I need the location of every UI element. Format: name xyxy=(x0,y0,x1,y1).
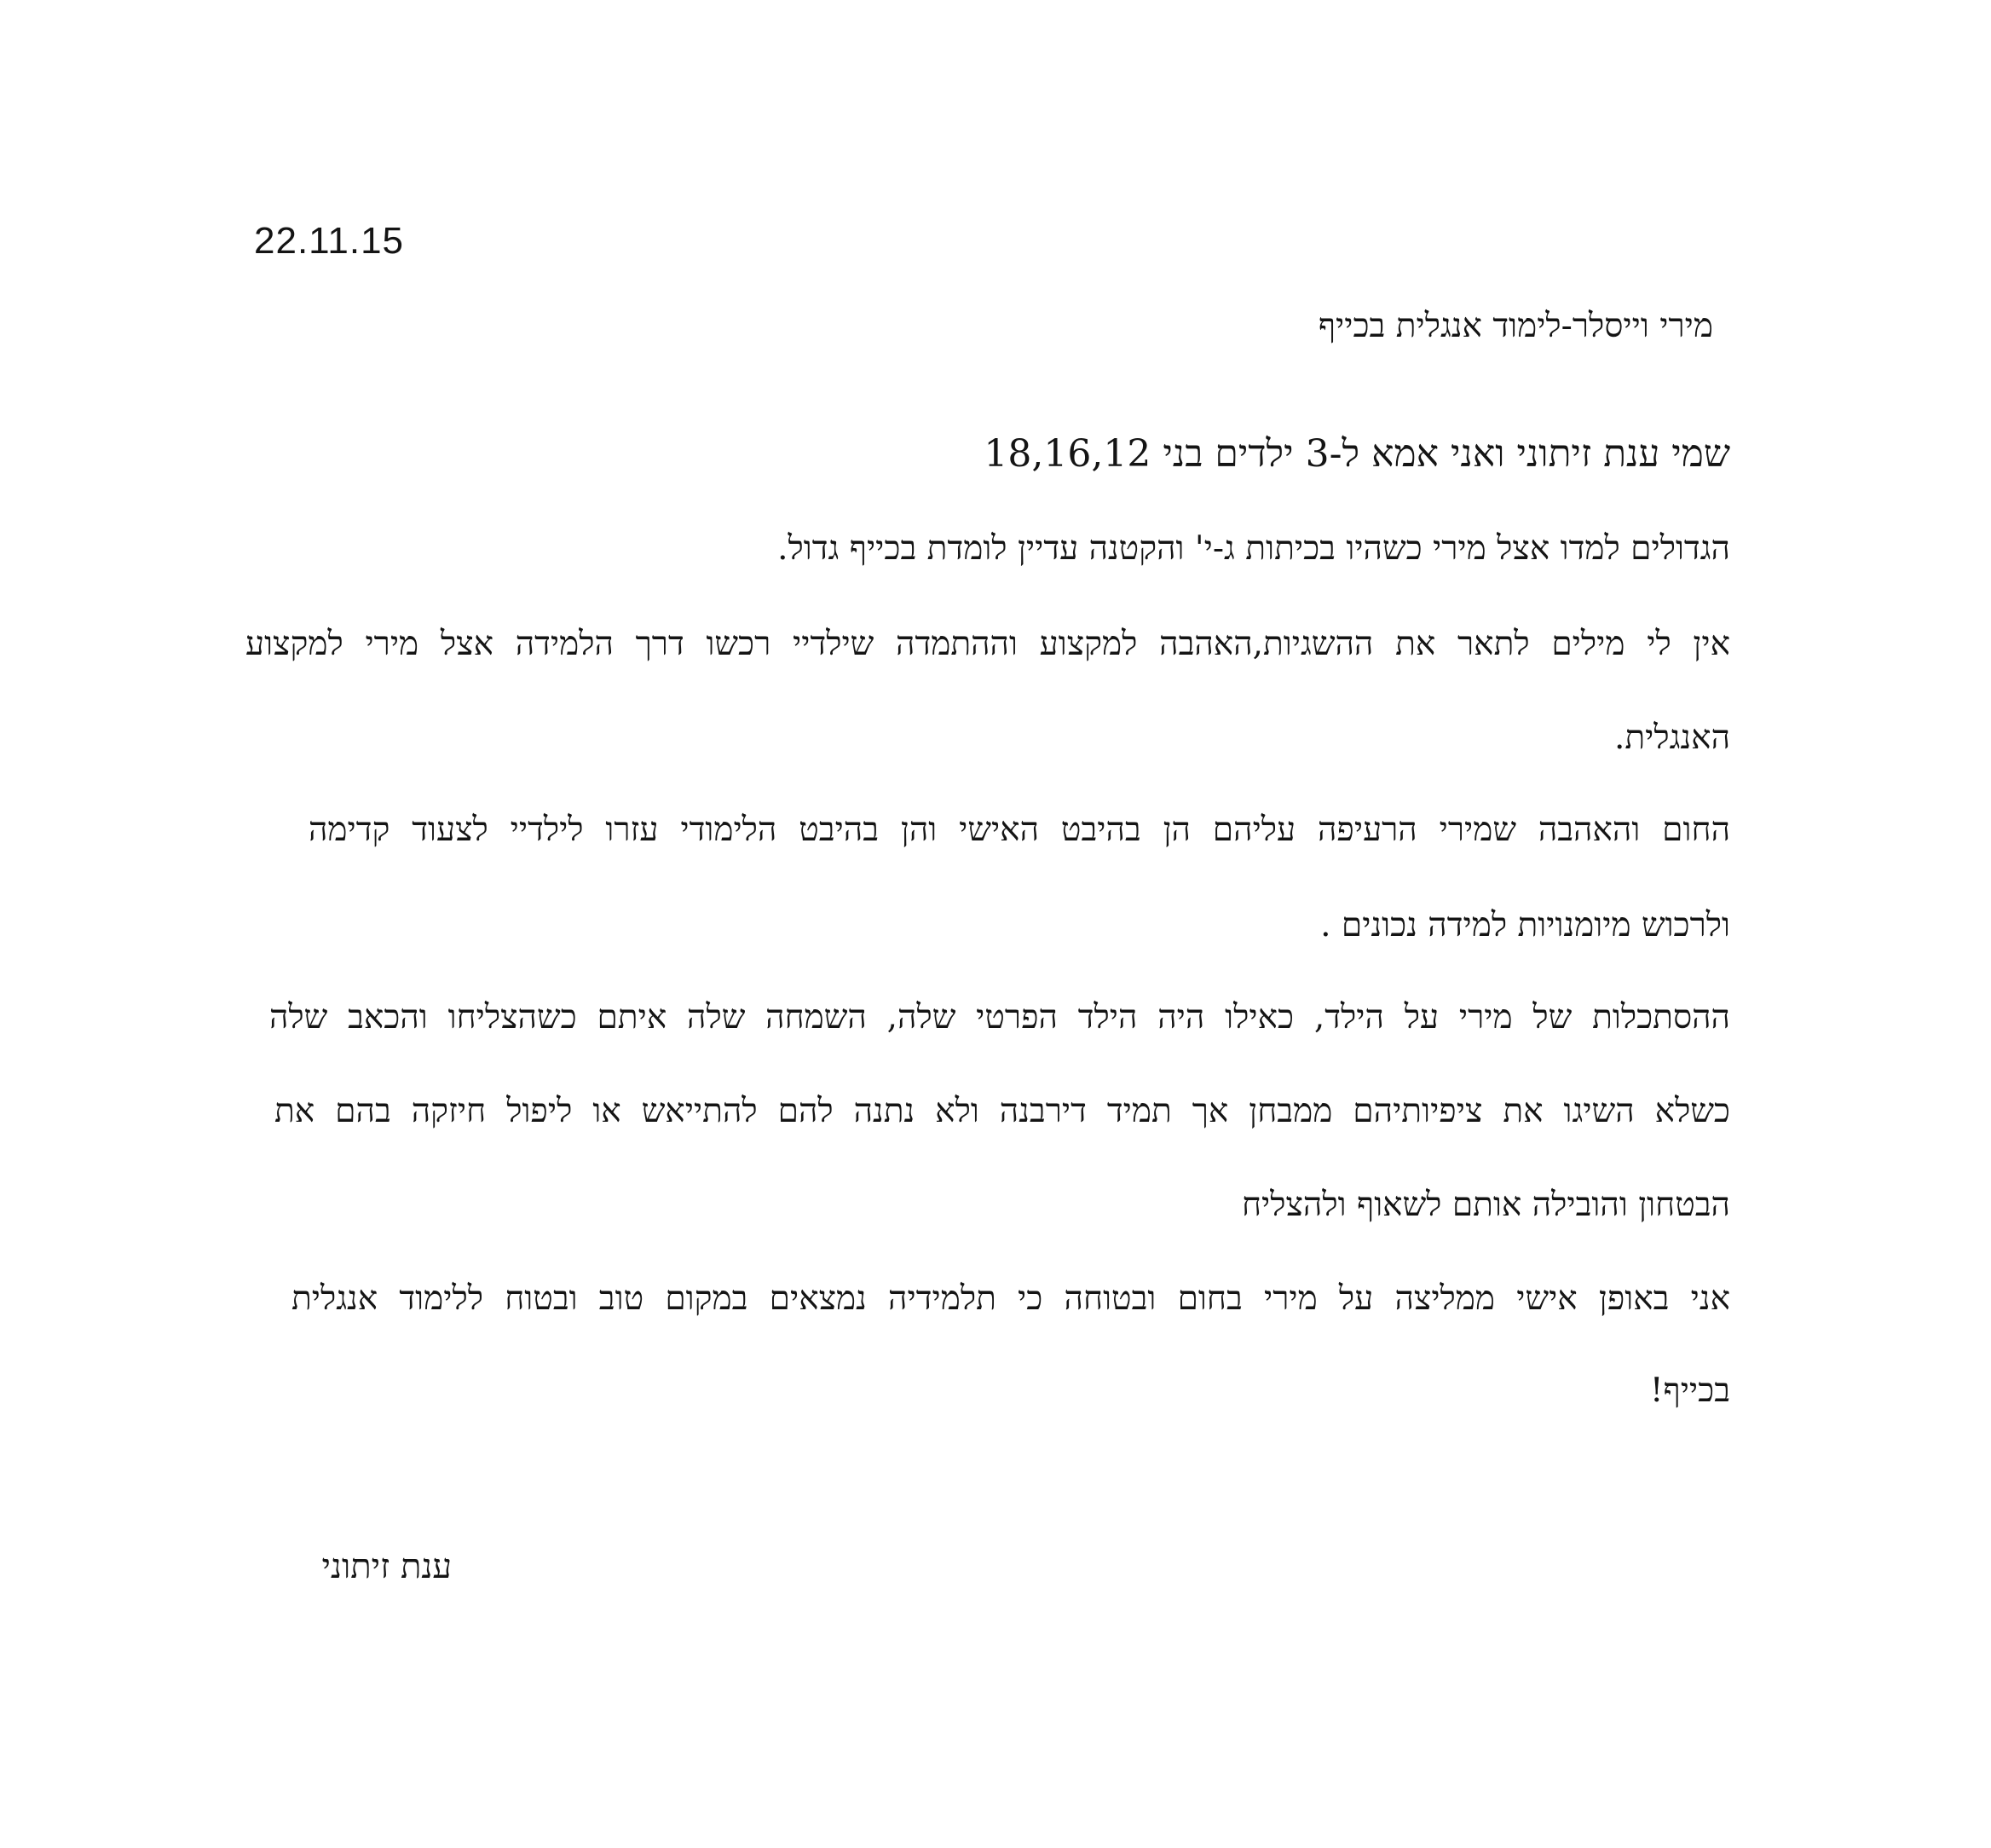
letter-line-english: האנגלית. xyxy=(1613,719,1730,757)
letter-line-encouragement: כשלא השיגו את ציפיותיהם ממבחן אך תמיד דירבנה ולא נתנה להם להתייאש או ליפול חיזקה בהם את xyxy=(274,1092,1730,1130)
letter-line-achievements: אין לי מילים לתאר את ההשגיות,האהבה למקצוע וההתמדה שילדיי רכשו דרך הלמידה אצל מירי למקצוע xyxy=(245,625,1730,663)
letter-line-intro: שמי ענת זיתוני ואני אמא ל-3 ילדים בני 18,16,12 xyxy=(984,432,1730,476)
letter-date: 22.11.15 xyxy=(254,220,405,262)
letter-line-confidence: הבטחון והובילה אותם לשאוף ולהצליח xyxy=(1241,1186,1730,1224)
letter-line-perspective: ההסתכלות של מירי על הילד, כאילו היה הילד הפרטי שלה, השמחה שלה איתם כשהצליחו והכאב שלה xyxy=(269,998,1730,1037)
letter-subject: מירי וייסלר-לימוד אנגלית בכייף xyxy=(1318,307,1713,345)
letter-line-recommendation: אני באופן אישי ממליצה על מירי בחום ובטוחה כי תלמידיה נמצאים במקום טוב ובטוח ללימוד אנגלית xyxy=(291,1279,1730,1318)
signature: ענת זיתוני xyxy=(321,1547,452,1586)
letter-line-warmth: החום והאהבה שמירי הרעיפה עליהם הן בהיבט האישי והן בהיבט הלימודי עזרו לילדיי לצעוד קדימה xyxy=(309,811,1730,849)
letter-line-children: הגדולים למדו אצל מירי כשהיו בכיתות ג-י' והקטנה עדיין לומדת בכייף גדול. xyxy=(777,529,1730,568)
letter-line-closing: בכייף! xyxy=(1649,1372,1730,1410)
letter-line-skills: ולרכוש מיומנויות למידה נכונים . xyxy=(1320,906,1730,944)
